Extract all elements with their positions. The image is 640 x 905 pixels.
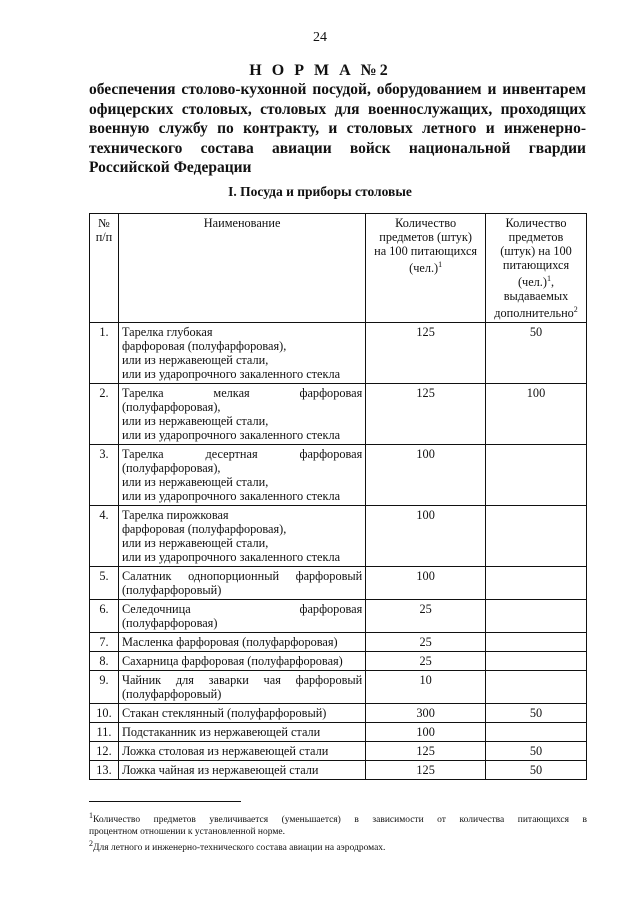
table-row	[90, 384, 587, 445]
table-row	[90, 600, 587, 633]
row-extra-quantity: 50	[486, 323, 587, 384]
row-extra-quantity	[486, 723, 587, 742]
item-name-line: или из ударопрочного закаленного стекла	[121, 428, 341, 443]
row-number: 10.	[90, 704, 119, 723]
subtitle-line: военную службу по контракту, и столовых летного и инженерно-	[89, 120, 586, 137]
table-row	[90, 704, 587, 723]
row-extra-quantity	[486, 506, 587, 567]
page-number: 24	[313, 30, 327, 45]
item-name-line: или из ударопрочного закаленного стекла	[121, 550, 341, 565]
row-item-name	[118, 323, 365, 384]
row-extra-quantity: 50	[486, 742, 587, 761]
footnote-divider	[89, 801, 241, 802]
row-quantity: 300	[366, 704, 486, 723]
item-name-line: (полуфарфоровая)	[121, 616, 218, 631]
table-row	[90, 652, 587, 671]
row-quantity: 125	[366, 742, 486, 761]
item-name-line: или из нержавеющей стали,	[121, 536, 269, 551]
row-extra-quantity	[486, 671, 587, 704]
item-name-line: Тарелка глубокая	[121, 325, 213, 340]
section-title: I. Посуда и приборы столовые	[228, 184, 412, 199]
table-header-row	[90, 214, 587, 323]
row-quantity: 25	[366, 652, 486, 671]
row-number: 7.	[90, 633, 119, 652]
item-name-line: Тарелка мелкая фарфоровая	[121, 386, 363, 401]
footnote: $^2$Для летного и инженерно-технического состава авиации на аэродромах.	[89, 839, 386, 854]
table-row	[90, 761, 587, 780]
subtitle-line: технического состава авиации войск национальной гвардии	[89, 139, 586, 157]
row-item-name	[118, 671, 365, 704]
row-item-name	[118, 633, 365, 652]
row-extra-quantity: 50	[486, 761, 587, 780]
row-quantity: 10	[366, 671, 486, 704]
subtitle-line: обеспечения столово-кухонной посудой, оборудованием и инвентарем	[89, 81, 586, 98]
row-quantity: 125	[366, 761, 486, 780]
table-row	[90, 671, 587, 704]
item-name-line: Ложка столовая из нержавеющей стали	[121, 744, 329, 759]
row-extra-quantity	[486, 633, 587, 652]
row-quantity: 25	[366, 633, 486, 652]
subtitle-line: Российской Федерации	[89, 159, 252, 176]
row-number: 9.	[90, 671, 119, 704]
subtitle-line: офицерских столовых, столовых для военнослужащих, проходящих	[89, 100, 586, 118]
item-name-line: Масленка фарфоровая (полуфарфоровая)	[121, 635, 338, 650]
row-number: 8.	[90, 652, 119, 671]
row-item-name	[118, 723, 365, 742]
table-row	[90, 633, 587, 652]
item-name-line: или из ударопрочного закаленного стекла	[121, 367, 341, 382]
row-extra-quantity	[486, 652, 587, 671]
table-row	[90, 445, 587, 506]
item-name-line: (полуфарфоровая),	[121, 400, 221, 415]
item-name-line: фарфоровая (полуфарфоровая),	[121, 522, 287, 537]
row-extra-quantity	[486, 600, 587, 633]
row-quantity: 100	[366, 445, 486, 506]
row-number: 11.	[90, 723, 119, 742]
table-row	[90, 742, 587, 761]
row-number: 5.	[90, 567, 119, 600]
item-name-line: Салатник однопорционный фарфоровый	[121, 569, 363, 584]
header-extra-quantity: Количество предметов (штук) на 100 питающихся $(чел.)^1$, выдаваемых дополнительно$^2$	[486, 214, 587, 323]
row-number: 3.	[90, 445, 119, 506]
item-name-line: Тарелка пирожковая	[121, 508, 229, 523]
item-name-line: (полуфарфоровый)	[121, 687, 222, 702]
document-title: Н О Р М А №2	[249, 62, 391, 79]
row-extra-quantity: 50	[486, 704, 587, 723]
row-extra-quantity	[486, 445, 587, 506]
item-name-line: (полуфарфоровый)	[121, 583, 222, 598]
item-name-line: или из нержавеющей стали,	[121, 353, 269, 368]
row-item-name	[118, 445, 365, 506]
row-number: 1.	[90, 323, 119, 384]
item-name-line: (полуфарфоровая),	[121, 461, 221, 476]
item-name-line: Ложка чайная из нержавеющей стали	[121, 763, 319, 778]
item-name-line: Подстаканник из нержавеющей стали	[121, 725, 321, 740]
header-quantity: Количество предметов (штук) на 100 питающихся $(чел.)^1$	[366, 214, 486, 323]
row-item-name	[118, 600, 365, 633]
norm-table	[89, 213, 587, 780]
row-item-name	[118, 742, 365, 761]
item-name-line: или из ударопрочного закаленного стекла	[121, 489, 341, 504]
table-row	[90, 506, 587, 567]
table-row	[90, 723, 587, 742]
row-number: 4.	[90, 506, 119, 567]
header-name: Наименование	[118, 214, 365, 323]
row-number: 2.	[90, 384, 119, 445]
row-number: 13.	[90, 761, 119, 780]
row-extra-quantity: 100	[486, 384, 587, 445]
row-quantity: 125	[366, 384, 486, 445]
row-number: 12.	[90, 742, 119, 761]
row-item-name	[118, 761, 365, 780]
footnote: $^1$Количество предметов увеличивается (уменьшается) в зависимости от количества питающихся в процентном отношении к установленной норме.	[89, 811, 587, 838]
footnotes	[89, 810, 587, 854]
item-name-line: Сахарница фарфоровая (полуфарфоровая)	[121, 654, 343, 669]
table-body	[90, 323, 587, 780]
row-item-name	[118, 506, 365, 567]
item-name-line: Чайник для заварки чая фарфоровый	[121, 673, 363, 688]
row-quantity: 25	[366, 600, 486, 633]
document-subtitle	[89, 80, 586, 178]
row-quantity: 125	[366, 323, 486, 384]
row-quantity: 100	[366, 567, 486, 600]
table-row	[90, 567, 587, 600]
row-item-name	[118, 567, 365, 600]
item-name-line: или из нержавеющей стали,	[121, 414, 269, 429]
row-item-name	[118, 384, 365, 445]
table-row	[90, 323, 587, 384]
item-name-line: Селедочница фарфоровая	[121, 602, 363, 617]
row-item-name	[118, 652, 365, 671]
header-number: № п/п	[90, 214, 119, 323]
item-name-line: фарфоровая (полуфарфоровая),	[121, 339, 287, 354]
item-name-line: или из нержавеющей стали,	[121, 475, 269, 490]
row-extra-quantity	[486, 567, 587, 600]
row-number: 6.	[90, 600, 119, 633]
item-name-line: Стакан стеклянный (полуфарфоровый)	[121, 706, 327, 721]
row-item-name	[118, 704, 365, 723]
row-quantity: 100	[366, 506, 486, 567]
row-quantity: 100	[366, 723, 486, 742]
item-name-line: Тарелка десертная фарфоровая	[121, 447, 363, 462]
